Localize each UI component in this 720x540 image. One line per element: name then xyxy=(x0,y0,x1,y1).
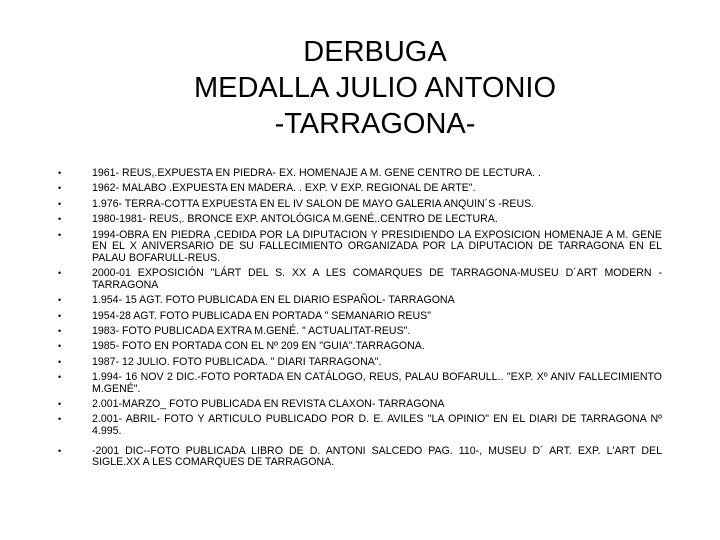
list-item: • 1987- 12 JULIO. FOTO PUBLICADA. " DIARI TARRAGONA". xyxy=(58,357,662,369)
list-item: • 1985- FOTO EN PORTADA CON EL Nº 209 EN "GUIA".TARRAGONA. xyxy=(58,341,662,353)
list-item: • 1980-1981- REUS,. BRONCE EXP. ANTOLÓGICA M.GENÉ..CENTRO DE LECTURA. xyxy=(58,214,662,226)
list-item: • 2000-01 EXPOSICIÓN "LÁRT DEL S. XX A LES COMARQUES DE TARRAGONA-MUSEU D´ART MODERN - TARRAGONA xyxy=(58,268,662,291)
list-item: • 1.976- TERRA-COTTA EXPUESTA EN EL IV SALON DE MAYO GALERIA ANQUIN´S -REUS. xyxy=(58,199,662,211)
title-line-2: MEDALLA JULIO ANTONIO xyxy=(193,72,557,104)
list-item: • 1.954- 15 AGT. FOTO PUBLICADA EN EL DIARIO ESPAÑOL- TARRAGONA xyxy=(58,295,662,307)
slide-title xyxy=(0,34,720,142)
list-item: • 2.001- ABRIL- FOTO Y ARTICULO PUBLICADO POR D. E. AVILES "LA OPINIO" EN EL DIARI DE TARRAGONA Nº 4.995. xyxy=(58,414,662,437)
list-item: • 2.001-MARZO_ FOTO PUBLICADA EN REVISTA CLAXON- TARRAGONA xyxy=(58,399,662,411)
list-item: • 1983- FOTO PUBLICADA EXTRA M.GENÉ. " ACTUALITAT-REUS". xyxy=(58,326,662,338)
list-item: • -2001 DIC--FOTO PUBLICADA LIBRO DE D. ANTONI SALCEDO PAG. 110-, MUSEU D´ ART. EXP. L'ART DEL SIGLE.XX A LES COMARQUES DE TARRAGONA. xyxy=(58,446,662,469)
list-item: • 1954-28 AGT. FOTO PUBLICADA EN PORTADA " SEMANARIO REUS" xyxy=(58,311,662,323)
list-item: • 1994-OBRA EN PIEDRA ,CEDIDA POR LA DIPUTACION Y PRESIDIENDO LA EXPOSICION HOMENAJE A M. GENE EN EL X ANIVERSARIO DE SU FALLECIMIENTO ORGANIZADA POR LA DIPUTACION DE TARRAGONA EN EL PALAU BOFARULL-REUS. xyxy=(58,230,662,265)
list-item: • 1.994- 16 NOV 2 DIC.-FOTO PORTADA EN CATÁLOGO, REUS, PALAU BOFARULL.. "EXP. Xº ANIV FALLECIMIENTO M.GENÉ". xyxy=(58,372,662,395)
title-line-3: -TARRAGONA- xyxy=(274,108,476,140)
list-item: • 1961- REUS,.EXPUESTA EN PIEDRA- EX. HOMENAJE A M. GENE CENTRO DE LECTURA. . xyxy=(58,168,662,180)
title-line-1: DERBUGA xyxy=(303,36,447,68)
exhibition-list xyxy=(58,168,662,473)
list-item: • 1962- MALABO .EXPUESTA EN MADERA. . EXP. V EXP. REGIONAL DE ARTE". xyxy=(58,183,662,195)
